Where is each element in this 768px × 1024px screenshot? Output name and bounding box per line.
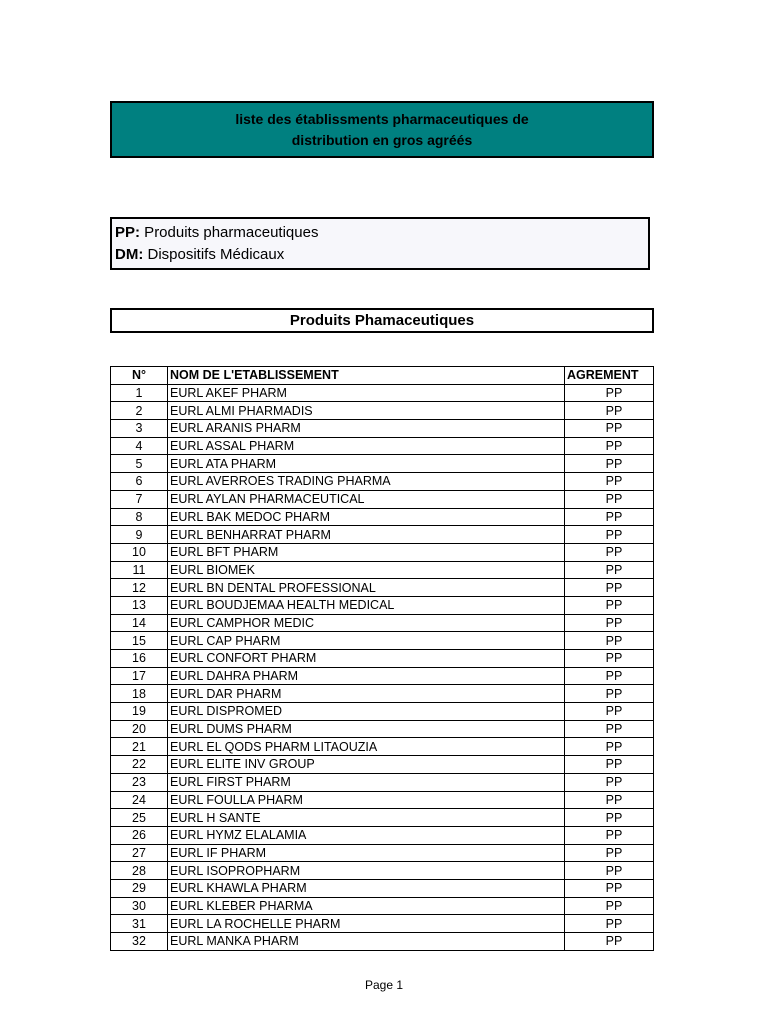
row-number: 29	[111, 879, 168, 897]
document-title-banner	[110, 101, 654, 158]
agrement-code: PP	[565, 685, 654, 703]
agrement-code: PP	[565, 667, 654, 685]
table-row	[111, 579, 654, 597]
table-row	[111, 933, 654, 951]
agrement-code: PP	[565, 543, 654, 561]
row-number: 26	[111, 826, 168, 844]
agrement-code: PP	[565, 738, 654, 756]
establishment-name: EURL ELITE INV GROUP	[168, 756, 565, 774]
legend-dm-key: DM:	[115, 245, 144, 263]
establishment-name: EURL DUMS PHARM	[168, 720, 565, 738]
row-number: 22	[111, 756, 168, 774]
agrement-code: PP	[565, 526, 654, 544]
establishment-name: EURL MANKA PHARM	[168, 933, 565, 951]
agrement-code: PP	[565, 455, 654, 473]
page-number: Page 1	[364, 978, 404, 992]
table-row	[111, 756, 654, 774]
table-row	[111, 685, 654, 703]
table-row	[111, 897, 654, 915]
establishment-name: EURL ARANIS PHARM	[168, 420, 565, 438]
agrement-code: PP	[565, 897, 654, 915]
table-row	[111, 667, 654, 685]
agrement-code: PP	[565, 915, 654, 933]
establishments-table	[110, 366, 654, 951]
table-row	[111, 561, 654, 579]
table-row	[111, 437, 654, 455]
agrement-code: PP	[565, 650, 654, 668]
establishment-name: EURL ALMI PHARMADIS	[168, 402, 565, 420]
establishment-name: EURL AYLAN PHARMACEUTICAL	[168, 490, 565, 508]
establishment-name: EURL FIRST PHARM	[168, 773, 565, 791]
table-row	[111, 402, 654, 420]
agrement-code: PP	[565, 420, 654, 438]
agrement-code: PP	[565, 844, 654, 862]
agrement-code: PP	[565, 384, 654, 402]
legend-pp-text: Produits pharmaceutiques	[140, 223, 319, 241]
establishment-name: EURL DAR PHARM	[168, 685, 565, 703]
establishment-name: EURL BOUDJEMAA HEALTH MEDICAL	[168, 596, 565, 614]
table-row	[111, 632, 654, 650]
abbreviation-legend	[110, 217, 650, 270]
row-number: 13	[111, 596, 168, 614]
agrement-code: PP	[565, 490, 654, 508]
table-row	[111, 596, 654, 614]
table-row	[111, 915, 654, 933]
establishment-name: EURL IF PHARM	[168, 844, 565, 862]
establishment-name: EURL H SANTE	[168, 809, 565, 827]
row-number: 21	[111, 738, 168, 756]
table-row	[111, 826, 654, 844]
row-number: 12	[111, 579, 168, 597]
agrement-code: PP	[565, 596, 654, 614]
row-number: 7	[111, 490, 168, 508]
table-row	[111, 384, 654, 402]
table-row	[111, 508, 654, 526]
agrement-code: PP	[565, 791, 654, 809]
row-number: 24	[111, 791, 168, 809]
row-number: 10	[111, 543, 168, 561]
establishment-name: EURL ATA PHARM	[168, 455, 565, 473]
table-row	[111, 473, 654, 491]
establishment-name: EURL AVERROES TRADING PHARMA	[168, 473, 565, 491]
agrement-code: PP	[565, 826, 654, 844]
table-row	[111, 526, 654, 544]
row-number: 18	[111, 685, 168, 703]
establishment-name: EURL BIOMEK	[168, 561, 565, 579]
row-number: 15	[111, 632, 168, 650]
establishment-name: EURL ASSAL PHARM	[168, 437, 565, 455]
table-row	[111, 738, 654, 756]
table-row	[111, 650, 654, 668]
agrement-code: PP	[565, 720, 654, 738]
column-header-number: N°	[111, 367, 168, 385]
table-row	[111, 490, 654, 508]
agrement-code: PP	[565, 508, 654, 526]
title-line-2: distribution en gros agréés	[291, 131, 473, 148]
establishment-name: EURL BN DENTAL PROFESSIONAL	[168, 579, 565, 597]
establishment-name: EURL AKEF PHARM	[168, 384, 565, 402]
establishment-name: EURL HYMZ ELALAMIA	[168, 826, 565, 844]
agrement-code: PP	[565, 614, 654, 632]
row-number: 11	[111, 561, 168, 579]
row-number: 19	[111, 703, 168, 721]
section-title: Produits Phamaceutiques	[110, 308, 654, 333]
agrement-code: PP	[565, 579, 654, 597]
agrement-code: PP	[565, 879, 654, 897]
establishment-name: EURL BAK MEDOC PHARM	[168, 508, 565, 526]
row-number: 31	[111, 915, 168, 933]
agrement-code: PP	[565, 773, 654, 791]
row-number: 20	[111, 720, 168, 738]
row-number: 32	[111, 933, 168, 951]
legend-pp	[115, 222, 648, 244]
establishment-name: EURL BENHARRAT PHARM	[168, 526, 565, 544]
establishment-name: EURL ISOPROPHARM	[168, 862, 565, 880]
row-number: 8	[111, 508, 168, 526]
table-header-row	[111, 367, 654, 385]
table-row	[111, 420, 654, 438]
agrement-code: PP	[565, 402, 654, 420]
row-number: 3	[111, 420, 168, 438]
legend-dm	[115, 244, 648, 266]
row-number: 16	[111, 650, 168, 668]
establishment-name: EURL EL QODS PHARM LITAOUZIA	[168, 738, 565, 756]
table-row	[111, 720, 654, 738]
column-header-agrement: AGREMENT	[565, 367, 654, 385]
establishment-name: EURL BFT PHARM	[168, 543, 565, 561]
column-header-name: NOM DE L'ETABLISSEMENT	[168, 367, 565, 385]
legend-pp-key: PP:	[115, 223, 141, 241]
agrement-code: PP	[565, 437, 654, 455]
table-row	[111, 791, 654, 809]
agrement-code: PP	[565, 561, 654, 579]
table-row	[111, 614, 654, 632]
agrement-code: PP	[565, 862, 654, 880]
agrement-code: PP	[565, 933, 654, 951]
table-row	[111, 543, 654, 561]
table-row	[111, 703, 654, 721]
row-number: 17	[111, 667, 168, 685]
agrement-code: PP	[565, 756, 654, 774]
row-number: 4	[111, 437, 168, 455]
establishment-name: EURL CAMPHOR MEDIC	[168, 614, 565, 632]
agrement-code: PP	[565, 809, 654, 827]
table-row	[111, 844, 654, 862]
row-number: 30	[111, 897, 168, 915]
row-number: 23	[111, 773, 168, 791]
establishment-name: EURL DISPROMED	[168, 703, 565, 721]
table-row	[111, 809, 654, 827]
establishment-name: EURL DAHRA PHARM	[168, 667, 565, 685]
row-number: 28	[111, 862, 168, 880]
table-body	[111, 384, 654, 950]
establishment-name: EURL KHAWLA PHARM	[168, 879, 565, 897]
table-row	[111, 773, 654, 791]
agrement-code: PP	[565, 473, 654, 491]
establishment-name: EURL CAP PHARM	[168, 632, 565, 650]
row-number: 1	[111, 384, 168, 402]
row-number: 5	[111, 455, 168, 473]
row-number: 9	[111, 526, 168, 544]
row-number: 14	[111, 614, 168, 632]
row-number: 2	[111, 402, 168, 420]
establishment-name: EURL LA ROCHELLE PHARM	[168, 915, 565, 933]
row-number: 27	[111, 844, 168, 862]
agrement-code: PP	[565, 632, 654, 650]
establishment-name: EURL FOULLA PHARM	[168, 791, 565, 809]
table-row	[111, 862, 654, 880]
row-number: 6	[111, 473, 168, 491]
agrement-code: PP	[565, 703, 654, 721]
table-row	[111, 879, 654, 897]
legend-dm-text: Dispositifs Médicaux	[143, 245, 285, 263]
establishment-name: EURL CONFORT PHARM	[168, 650, 565, 668]
row-number: 25	[111, 809, 168, 827]
establishment-name: EURL KLEBER PHARMA	[168, 897, 565, 915]
title-line-1: liste des établissments pharmaceutiques de	[235, 110, 529, 127]
table-row	[111, 455, 654, 473]
